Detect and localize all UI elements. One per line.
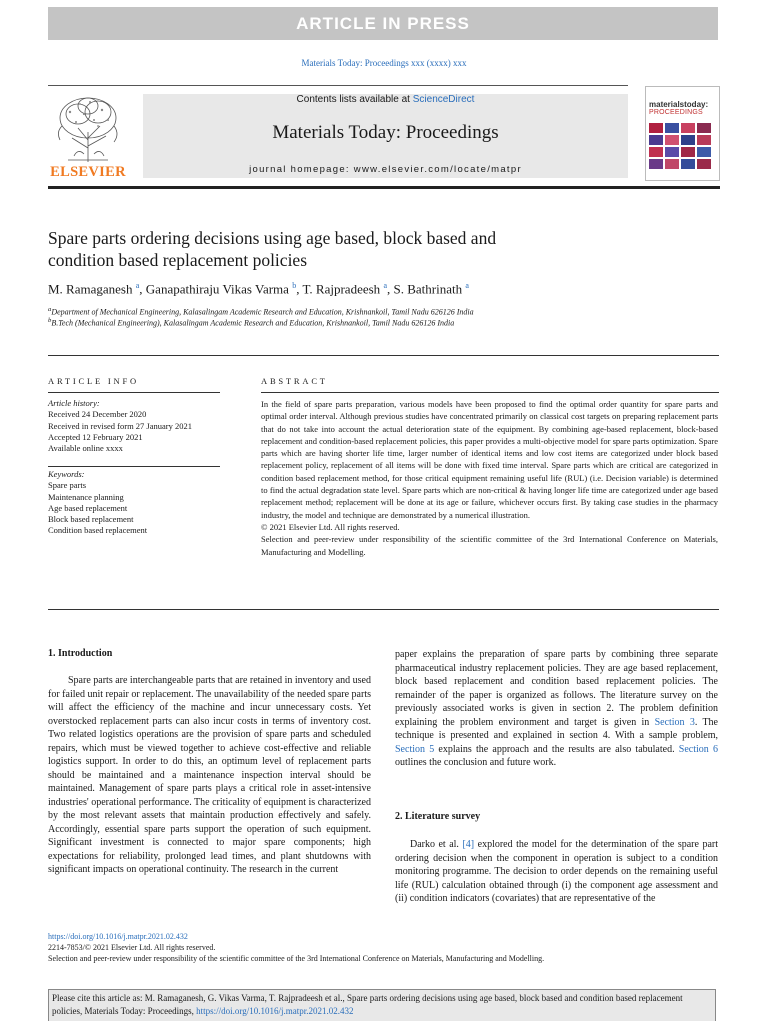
affiliation-marker[interactable]: a xyxy=(383,281,387,290)
reference-4-link[interactable]: [4] xyxy=(462,839,475,850)
article-info-heading: ARTICLE INFO xyxy=(48,376,139,386)
introduction-column xyxy=(48,674,371,877)
header-top-rule xyxy=(48,85,628,86)
affiliation-mark: a xyxy=(48,306,52,313)
abstract-body xyxy=(261,398,718,558)
author-list xyxy=(48,281,688,297)
author-separator: , xyxy=(296,281,303,297)
keywords-block xyxy=(48,469,223,537)
outline-text-4: outlines the conclusion and future work. xyxy=(395,757,557,768)
page-footer xyxy=(48,931,728,964)
affiliation-marker[interactable]: a xyxy=(465,281,469,290)
accepted-date: Accepted 12 February 2021 xyxy=(48,431,143,442)
affiliation-marker[interactable]: a xyxy=(135,281,140,290)
keyword: Block based replacement xyxy=(48,514,134,525)
received-date: Received 24 December 2020 xyxy=(48,409,147,420)
citation-text: Please cite this article as: M. Ramaganesh, G. Vikas Varma, T. Rajpradeesh et al., Spare parts ordering decisions using age based, block based and condition based replacement policies, Materials Today: Proceedings, xyxy=(52,993,683,1016)
right-column-paragraph xyxy=(395,648,718,770)
header-bottom-rule xyxy=(48,186,720,189)
journal-reference-link[interactable]: Materials Today: Proceedings xxx (xxxx) xxx xyxy=(301,58,467,68)
keyword: Spare parts xyxy=(48,480,87,491)
keywords-rule xyxy=(48,466,220,467)
outline-text-1: paper explains the preparation of spare parts by combining three separate pharmaceutical industry replacement policies. They are age based replacement, block based replacement and condition based replacement policies. The remainder of the paper is organized as follows. The literature survey on the previously associated works is given in section 2. The problem definition explaining the problem environment and target is given in xyxy=(395,649,718,728)
outline-text-3: explains the approach and the results are also tabulated. xyxy=(434,743,679,755)
author[interactable]: Ganapathiraju Vikas Varma xyxy=(145,281,289,297)
keyword: Maintenance planning xyxy=(48,491,124,502)
introduction-paragraph: Spare parts are interchangeable parts that are retained in inventory and used for failed unit repair or replacement. The unavailability of the needed spare parts will affect the efficiency of the machine and incur unnecessary costs. Yet overstocked replacement parts can also incur costs in terms of inventory cost. Two related logistics operations are the provision of spare parts and scheduled repairs, which must be viewed together to achieve cost-effective and reliable logistics support. In order to do this, an optimum level of replacement parts should be maintained and a maintenance inspection interval should be maintained. Management of spare parts plays a critical role in asset-intensive industries' operational performance. The criticality of equipment is characterized by the most relevant assets that maintain production effectively and safely. Accordingly, essential spare parts support the operation of such equipment. Significant investment is connected to major spare components; high expectations for reliability, prolonged lead times, and plant shutdowns with significant impacts on operational continuity. The research in the current xyxy=(48,675,371,875)
author[interactable]: S. Bathrinath xyxy=(393,281,463,297)
introduction-heading: 1. Introduction xyxy=(48,648,113,659)
outline-paragraph xyxy=(395,648,718,770)
outline-text-2: . The technique is presented and explained in section 4. With a sample problem, xyxy=(395,716,718,741)
journal-header-box xyxy=(143,94,628,178)
affiliation-text: Department of Mechanical Engineering, Kalasalingam Academic Research and Education, Krishnankoil, Tamil Nadu 626126 India xyxy=(51,307,474,317)
paper-title-line-1: Spare parts ordering decisions using age based, block based and xyxy=(48,228,497,248)
journal-cover-thumbnail xyxy=(645,86,720,181)
sciencedirect-link[interactable]: ScienceDirect xyxy=(412,94,475,105)
literature-survey-column xyxy=(395,838,718,906)
section-6-link[interactable]: Section 6 xyxy=(678,743,719,755)
affiliation-text: B.Tech (Mechanical Engineering), Kalasalingam Academic Research and Education, Krishnankoil, Tamil Nadu 626126 India xyxy=(51,318,455,328)
abstract-copyright: © 2021 Elsevier Ltd. All rights reserved. xyxy=(261,521,400,532)
keyword: Age based replacement xyxy=(48,502,128,513)
section-3-link[interactable]: Section 3 xyxy=(654,716,695,728)
revised-date: Received in revised form 27 January 2021 xyxy=(48,420,192,431)
author-separator: , xyxy=(139,281,146,297)
title-section-rule xyxy=(48,355,719,356)
author-separator: , xyxy=(387,281,394,297)
abstract-rule xyxy=(261,392,719,393)
online-date: Available online xxxx xyxy=(48,443,123,454)
keywords-label: Keywords: xyxy=(48,469,85,479)
literature-text-1: Darko et al. xyxy=(410,839,463,850)
journal-title: Materials Today: Proceedings xyxy=(272,122,499,143)
affiliation-marker[interactable]: b xyxy=(292,281,297,290)
author[interactable]: M. Ramaganesh xyxy=(48,281,133,297)
elsevier-wordmark: ELSEVIER xyxy=(50,164,126,180)
paper-title-line-2: condition based replacement policies xyxy=(48,250,308,270)
affiliation-mark: b xyxy=(48,317,52,324)
article-history xyxy=(48,398,223,454)
contents-prefix: Contents lists available at xyxy=(296,94,410,105)
article-in-press-banner: ARTICLE IN PRESS xyxy=(48,7,718,40)
affiliation-a xyxy=(48,306,688,317)
cover-subtitle: PROCEEDINGS xyxy=(649,109,703,116)
affiliation-b xyxy=(48,317,688,328)
article-info-rule xyxy=(48,392,220,393)
contents-line xyxy=(143,94,628,106)
author[interactable]: T. Rajpradeesh xyxy=(302,281,381,297)
doi-link[interactable]: https://doi.org/10.1016/j.matpr.2021.02.432 xyxy=(48,932,188,941)
literature-survey-heading: 2. Literature survey xyxy=(395,811,481,822)
footer-peer-review: Selection and peer-review under responsibility of the scientific committee of the 3rd International Conference on Materials, Manufacturing and Modelling. xyxy=(48,954,545,963)
issn-copyright: 2214-7853/© 2021 Elsevier Ltd. All rights reserved. xyxy=(48,943,216,952)
cover-title: materialstoday: xyxy=(649,100,709,109)
section-5-link[interactable]: Section 5 xyxy=(395,743,435,755)
citation-box xyxy=(48,989,716,1021)
history-label: Article history: xyxy=(48,398,100,408)
literature-text-2: explored the model for the determination of the spare part ordering decision when the component in operation is subject to a condition monitoring programme. The decision to order depends on the remaining useful life (RUL) calculation obtained through (i) the component age assessment and (ii) condition indicators (covariates) that are representative of the xyxy=(395,839,718,904)
abstract-paragraph: In the field of spare parts preparation, various models have been proposed to find the optimal order quantity for spare parts and optimal order interval. Although previous studies have concentrated primarily on classical cost targets on preparing replacement parts that do not take into account the actual deterioration state of the equipment. By combining age-based replacement, block-based replacement and condition-based replacement policies, this paper provides a multi-objective model for spare parts optimization. Spare parts which are having shorter life time, larger number of identical items and low cost items are categorized under block based replacement policy, replacement of all items will be done with fixed time interval. Spare parts which are critical are categorized in condition based replacement method, for those critical equipment remaining useful life (RUL) (i.e. Decision variable) is determined to find the actual degradation state level. Spare parts which are non-critical & having longer life time are categorized under age based replacement method; replacement will be done at its age or failure, whichever occurs first. By taking case studies in the pharmacy industry, the model and technique are demonstrated by a numerical illustration. xyxy=(261,399,718,520)
citation-doi-link[interactable]: https://doi.org/10.1016/j.matpr.2021.02.432 xyxy=(196,1006,354,1016)
abstract-peer-review: Selection and peer-review under responsibility of the scientific committee of the 3rd International Conference on Materials, Manufacturing and Modelling. xyxy=(261,534,718,557)
abstract-heading: ABSTRACT xyxy=(261,376,328,386)
abstract-bottom-rule xyxy=(48,609,719,610)
keyword: Condition based replacement xyxy=(48,525,148,536)
paper-title xyxy=(48,227,608,271)
journal-homepage[interactable]: journal homepage: www.elsevier.com/locate/matpr xyxy=(249,164,522,175)
literature-paragraph xyxy=(395,838,718,906)
